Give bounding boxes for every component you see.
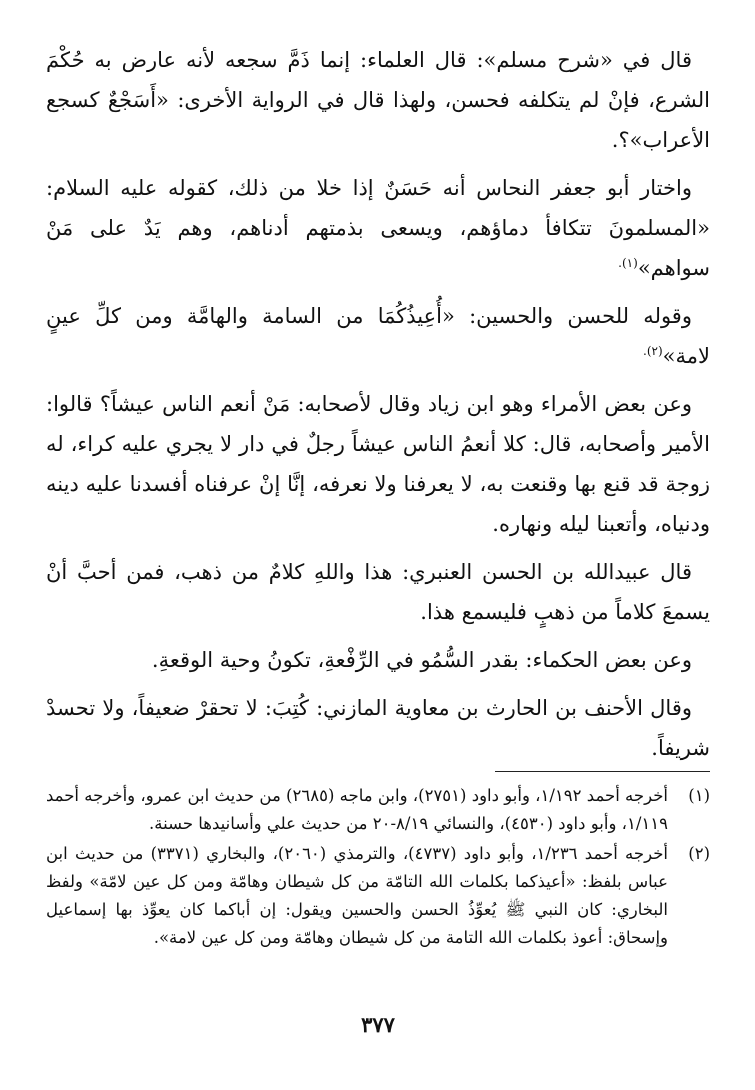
paragraph xyxy=(46,688,710,768)
footnote-divider xyxy=(495,771,710,772)
paragraph xyxy=(46,384,710,544)
footnote xyxy=(46,840,710,952)
paragraph xyxy=(46,296,710,376)
paragraph-text: وعن بعض الحكماء: بقدر السُّمُو في الرِّفْعةِ، تكونُ وحية الوقعةِ. xyxy=(151,648,692,672)
footnote xyxy=(46,782,710,838)
page-number: ٣٧٧ xyxy=(361,1012,395,1037)
paragraph xyxy=(46,40,710,160)
footnote-text: أخرجه أحمد ١/١٩٢، وأبو داود (٢٧٥١)، وابن ماجه (٢٦٨٥) من حديث ابن عمرو، وأخرجه أحمد ١/١١٩، وأبو داود (٤٥٣٠)، والنسائي ٨/١٩-٢٠ من حديث علي وأسانيدها حسنة. xyxy=(46,786,668,833)
paragraph-text: وقال الأحنف بن الحارث بن معاوية المازني: كُتِبَ: لا تحقرْ ضعيفاً، ولا تحسدْ شريفاً. xyxy=(46,696,710,760)
paragraph-text: واختار أبو جعفر النحاس أنه حَسَنٌ إذا خلا من ذلك، كقوله عليه السلام: «المسلمونَ تتكافأ دماؤهم، ويسعى بذمتهم أدناهم، وهم يَدٌ على مَنْ سواهم» xyxy=(46,176,710,280)
paragraph-text: وعن بعض الأمراء وهو ابن زياد وقال لأصحابه: مَنْ أنعم الناس عيشاً؟ قالوا: الأمير وأصحابه، قال: كلا أنعمُ الناس عيشاً رجلٌ في دار لا يجري عليه كراء، له زوجة قد قنع بها وقنعت به، لا يعرفنا ولا نعرفه، إنَّا إنْ عرفناه أفسدنا عليه دينه ودنياه، وأتعبنا ليله ونهاره. xyxy=(46,392,710,536)
paragraph xyxy=(46,552,710,632)
paragraph-text: قال في «شرح مسلم»: قال العلماء: إنما ذَمَّ سجعه لأنه عارض به حُكْمَ الشرع، فإنْ لم يتكلفه فحسن، ولهذا قال في الرواية الأخرى: «أَسَجْعٌ كسجع الأعراب»؟. xyxy=(46,48,710,152)
paragraph xyxy=(46,168,710,288)
main-text xyxy=(46,40,710,768)
paragraph-text: قال عبيدالله بن الحسن العنبري: هذا واللهِ كلامٌ من ذهب، فمن أحبَّ أنْ يسمعَ كلاماً من ذهبٍ فليسمع هذا. xyxy=(46,560,710,624)
footnote-reference[interactable]: (١). xyxy=(618,256,638,270)
footnote-reference[interactable]: (٢). xyxy=(643,344,663,358)
paragraph-text: وقوله للحسن والحسين: «أُعِيذُكُمَا من السامة والهامَّة ومن كلِّ عينٍ لامة» xyxy=(46,304,710,368)
footnote-text: أخرجه أحمد ١/٢٣٦، وأبو داود (٤٧٣٧)، والترمذي (٢٠٦٠)، والبخاري (٣٣٧١) من حديث ابن عباس بلفظ: «أعيذكما بكلمات الله التامّة من كل شيطان وهامّة ومن كل عين لامّة» ولفظ البخاري: كان النبي ﷺ يُعوِّذُ الحسن والحسين ويقول: إن أباكما كان يعوِّذ بها إسماعيل وإسحاق: أعوذ بكلمات الله التامة من كل شيطان وهامّة ومن كل عين لامة». xyxy=(46,844,668,947)
footnote-number: (١) xyxy=(688,786,710,805)
book-page xyxy=(46,40,710,1050)
footnote-number: (٢) xyxy=(688,844,710,863)
paragraph xyxy=(46,640,710,680)
footnotes xyxy=(46,782,710,954)
